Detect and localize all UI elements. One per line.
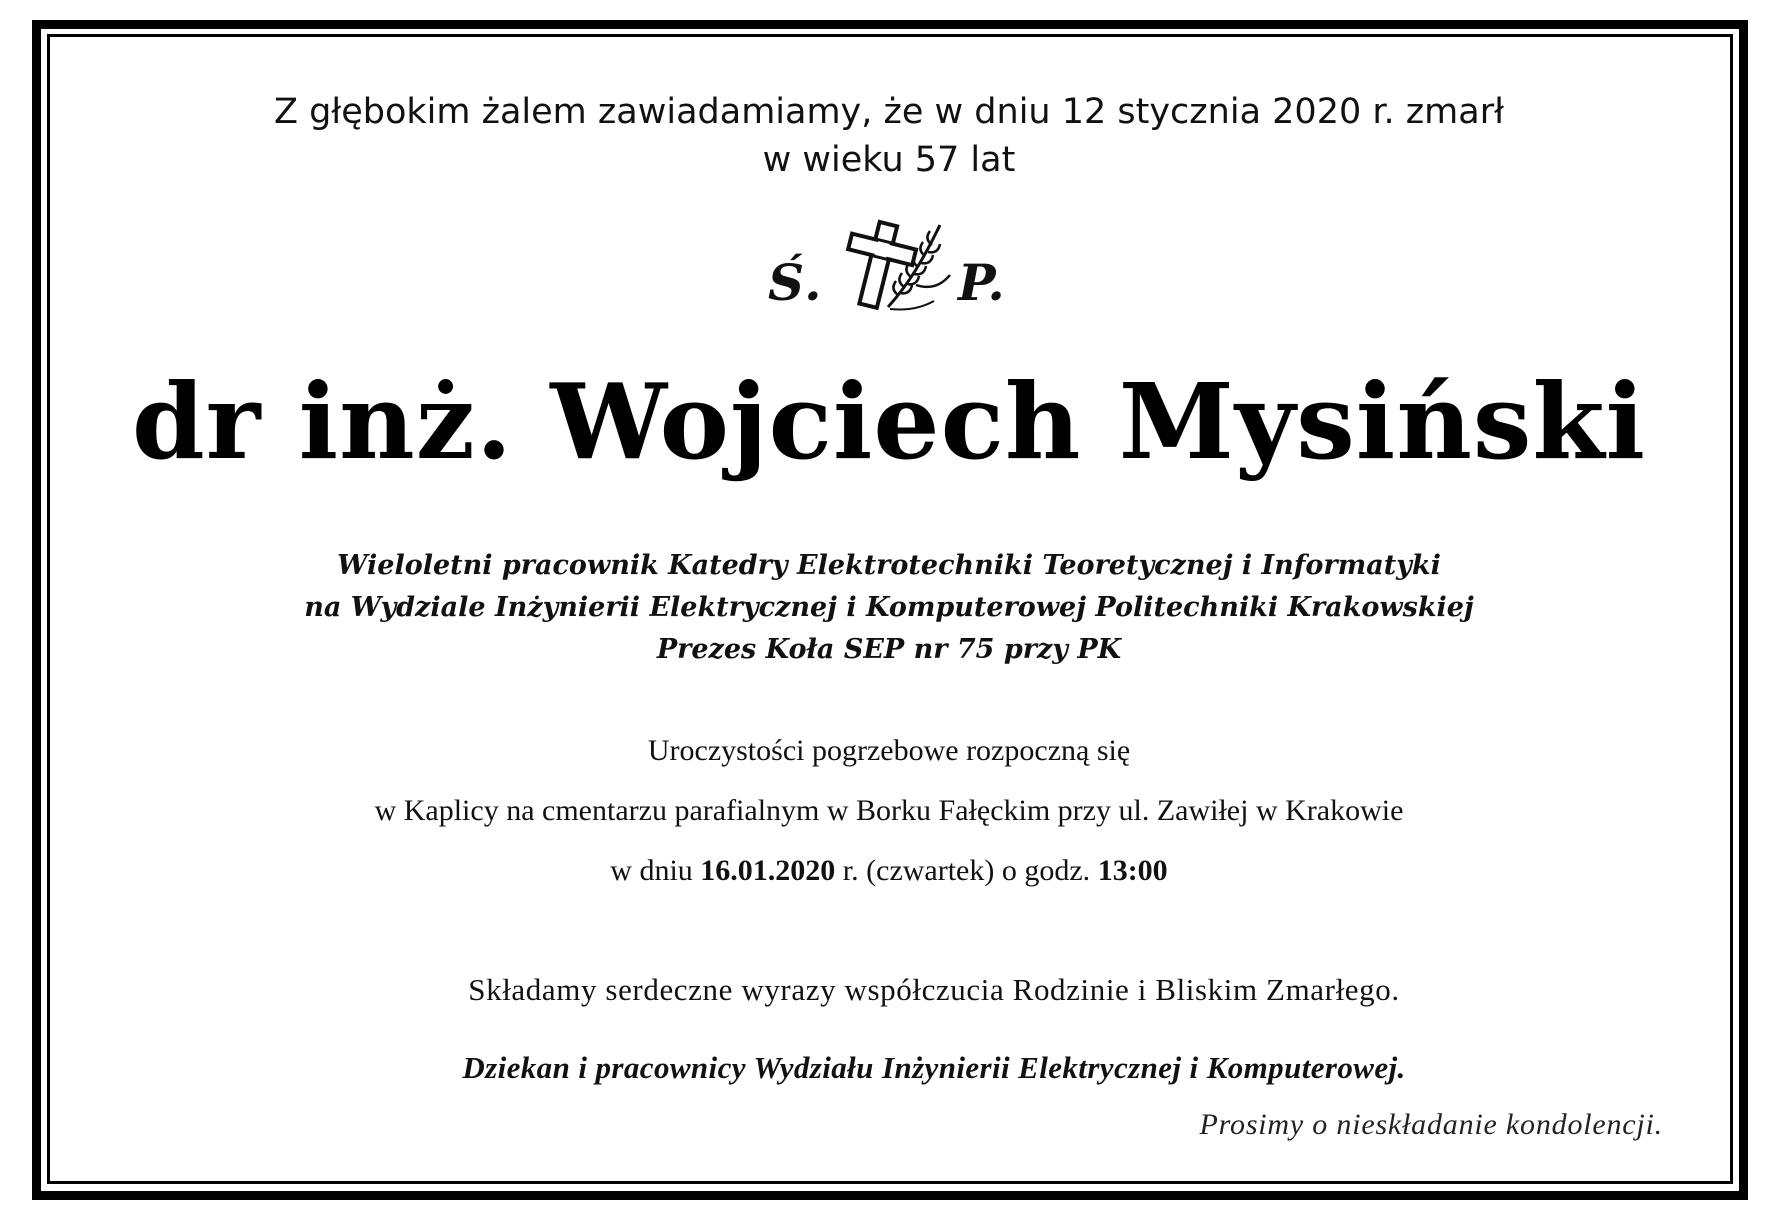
- funeral-prefix: w dniu: [610, 854, 701, 887]
- cross-with-palm-icon: [828, 215, 958, 315]
- deceased-name: dr inż. Wojciech Mysiński: [131, 360, 1647, 483]
- bio-line-2: na Wydziale Inżynierii Elektrycznej i Komputerowej Politechniki Krakowskiej: [304, 592, 1474, 623]
- intro-line-2: w wieku 57 lat: [762, 140, 1016, 180]
- sp-right-letter: P.: [958, 253, 1005, 312]
- sp-left-letter: Ś.: [768, 253, 822, 312]
- funeral-time: 13:00: [1097, 854, 1168, 887]
- no-condolences-request: Prosimy o nieskładanie kondolencji.: [1199, 1108, 1663, 1141]
- funeral-date: 16.01.2020: [700, 854, 836, 887]
- bio-line-1: Wieloletni pracownik Katedry Elektrotechniki Teoretycznej i Informatyki: [337, 550, 1441, 581]
- sp-symbol: [768, 215, 1018, 320]
- funeral-middle: r. (czwartek) o godz.: [835, 854, 1098, 887]
- funeral-line-1: Uroczystości pogrzebowe rozpoczną się: [647, 734, 1131, 767]
- bio-line-3: Prezes Koła SEP nr 75 przy PK: [656, 634, 1122, 665]
- signature-line: Dziekan i pracownicy Wydziału Inżynierii Elektrycznej i Komputerowej.: [462, 1050, 1406, 1085]
- intro-line-1: Z głębokim żalem zawiadamiamy, że w dniu 12 stycznia 2020 r. zmarł: [273, 92, 1505, 132]
- funeral-line-2: w Kaplicy na cmentarzu parafialnym w Borku Fałęckim przy ul. Zawiłej w Krakowie: [374, 794, 1404, 827]
- condolences-line: Składamy serdeczne wyrazy współczucia Rodzinie i Bliskim Zmarłego.: [468, 972, 1400, 1007]
- funeral-line-3: [0, 854, 1778, 888]
